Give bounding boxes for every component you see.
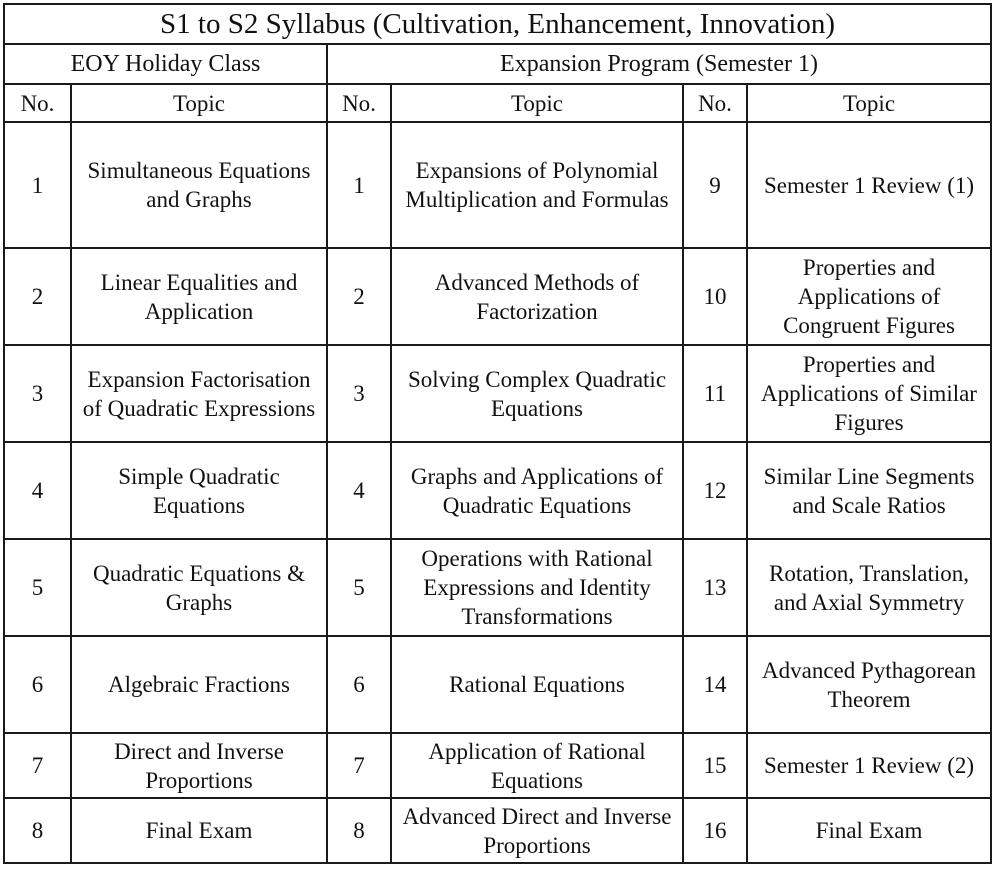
- holiday-no: 7: [4, 733, 71, 798]
- header-no: No.: [4, 84, 71, 122]
- expansion-no-2: 16: [683, 798, 747, 863]
- expansion-topic-2: Similar Line Segments and Scale Ratios: [747, 442, 991, 539]
- table-title: S1 to S2 Syllabus (Cultivation, Enhancement, Innovation): [4, 4, 991, 44]
- expansion-no-2: 11: [683, 345, 747, 442]
- expansion-topic: Graphs and Applications of Quadratic Equations: [391, 442, 683, 539]
- expansion-no-2: 12: [683, 442, 747, 539]
- holiday-topic: Final Exam: [71, 798, 327, 863]
- syllabus-table: [3, 3, 992, 864]
- holiday-no: 5: [4, 539, 71, 636]
- expansion-topic-2: Properties and Applications of Congruent Figures: [747, 248, 991, 345]
- expansion-topic-2: Final Exam: [747, 798, 991, 863]
- expansion-topic-2: Advanced Pythagorean Theorem: [747, 636, 991, 733]
- holiday-topic: Simple Quadratic Equations: [71, 442, 327, 539]
- holiday-no: 6: [4, 636, 71, 733]
- expansion-topic-2: Rotation, Translation, and Axial Symmetry: [747, 539, 991, 636]
- expansion-topic: Application of Rational Equations: [391, 733, 683, 798]
- holiday-topic: Algebraic Fractions: [71, 636, 327, 733]
- expansion-topic: Advanced Direct and Inverse Proportions: [391, 798, 683, 863]
- holiday-no: 8: [4, 798, 71, 863]
- expansion-no: 5: [327, 539, 391, 636]
- expansion-no: 3: [327, 345, 391, 442]
- holiday-topic: Quadratic Equations & Graphs: [71, 539, 327, 636]
- table-row: [4, 122, 991, 248]
- expansion-no: 8: [327, 798, 391, 863]
- header-no: No.: [683, 84, 747, 122]
- expansion-no: 2: [327, 248, 391, 345]
- expansion-no-2: 15: [683, 733, 747, 798]
- expansion-no: 4: [327, 442, 391, 539]
- expansion-no: 6: [327, 636, 391, 733]
- expansion-topic-2: Properties and Applications of Similar Figures: [747, 345, 991, 442]
- header-topic: Topic: [391, 84, 683, 122]
- table-row: [4, 539, 991, 636]
- expansion-no-2: 10: [683, 248, 747, 345]
- section-holiday: EOY Holiday Class: [4, 44, 327, 84]
- expansion-no-2: 14: [683, 636, 747, 733]
- table-row: [4, 733, 991, 798]
- section-expansion: Expansion Program (Semester 1): [327, 44, 991, 84]
- holiday-no: 2: [4, 248, 71, 345]
- expansion-topic: Advanced Methods of Factorization: [391, 248, 683, 345]
- expansion-topic-2: Semester 1 Review (2): [747, 733, 991, 798]
- expansion-topic: Operations with Rational Expressions and Identity Transformations: [391, 539, 683, 636]
- holiday-topic: Simultaneous Equations and Graphs: [71, 122, 327, 248]
- expansion-topic: Rational Equations: [391, 636, 683, 733]
- header-topic: Topic: [747, 84, 991, 122]
- expansion-topic: Solving Complex Quadratic Equations: [391, 345, 683, 442]
- holiday-no: 1: [4, 122, 71, 248]
- table-row: [4, 345, 991, 442]
- table-row: [4, 248, 991, 345]
- header-no: No.: [327, 84, 391, 122]
- table-row: [4, 636, 991, 733]
- expansion-no: 1: [327, 122, 391, 248]
- expansion-no: 7: [327, 733, 391, 798]
- holiday-topic: Expansion Factorisation of Quadratic Expressions: [71, 345, 327, 442]
- holiday-no: 4: [4, 442, 71, 539]
- expansion-no-2: 13: [683, 539, 747, 636]
- holiday-topic: Direct and Inverse Proportions: [71, 733, 327, 798]
- expansion-topic-2: Semester 1 Review (1): [747, 122, 991, 248]
- holiday-no: 3: [4, 345, 71, 442]
- header-topic: Topic: [71, 84, 327, 122]
- table-row: [4, 798, 991, 863]
- holiday-topic: Linear Equalities and Application: [71, 248, 327, 345]
- expansion-topic: Expansions of Polynomial Multiplication and Formulas: [391, 122, 683, 248]
- expansion-no-2: 9: [683, 122, 747, 248]
- table-row: [4, 442, 991, 539]
